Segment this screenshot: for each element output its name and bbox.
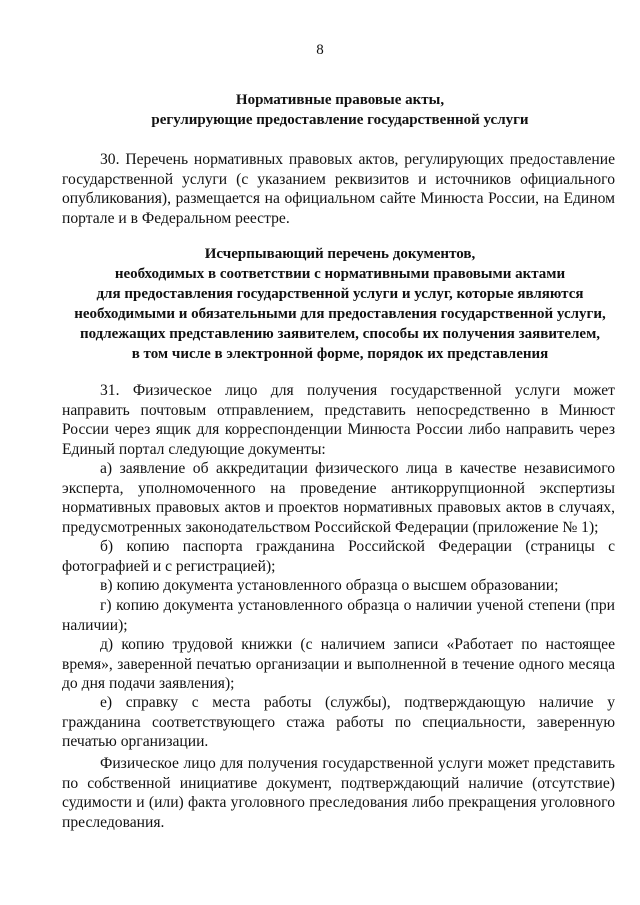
list-item-d: д) копию трудовой книжки (с наличием записи «Работает по настоящее время», заверенной печатью организации и выполненной в течение одного месяца до дня подачи заявления); [62, 636, 615, 693]
paragraph-criminal-record: Физическое лицо для получения государственной услуги может представить по собственной инициативе документ, подтверждающий наличие (отсутствие) судимости и (или) факта уголовного преследования либо прекращения уголовного преследования. [62, 755, 615, 831]
heading-line: регулирующие предоставление государственной услуги [151, 112, 529, 128]
heading-line: необходимыми и обязательными для предоставления государственной услуги, [74, 306, 606, 322]
heading-line: подлежащих представлению заявителем, способы их получения заявителем, [79, 326, 601, 342]
page-number: 8 [316, 42, 324, 58]
heading-line: в том числе в электронной форме, порядок их представления [131, 346, 549, 362]
paragraph-31: 31. Физическое лицо для получения государственной услуги может направить почтовым отправлением, представить непосредственно в Минюст России через ящик для корреспонденции Минюста России либо направить через Единый портал следующие документы: [62, 382, 615, 458]
list-item-e: е) справку с места работы (службы), подтверждающую наличие у гражданина соответствующего стажа работы по специальности, заверенную печатью организации. [62, 694, 615, 751]
list-item-v: в) копию документа установленного образца о высшем образовании; [100, 577, 559, 594]
list-item-g: г) копию документа установленного образца о наличии ученой степени (при наличии); [62, 597, 615, 634]
list-item-a: а) заявление об аккредитации физического лица в качестве независимого эксперта, уполномоченного на проведение антикоррупционной экспертизы нормативных правовых актов и проектов нормативных правовых актов в случаях, предусмотренных законодательством Российской Федерации (приложение № 1); [62, 460, 615, 536]
heading-line: для предоставления государственной услуги и услуг, которые являются [96, 286, 584, 302]
heading-line: необходимых в соответствии с нормативными правовыми актами [114, 266, 566, 282]
paragraph-30: 30. Перечень нормативных правовых актов, регулирующих предоставление государственной услуги (с указанием реквизитов и источников официального опубликования), размещается на официальном сайте Минюста России, на Едином портале и в Федеральном реестре. [62, 151, 615, 227]
heading-line: Нормативные правовые акты, [235, 92, 445, 108]
list-item-b: б) копию паспорта гражданина Российской Федерации (страницы с фотографией и с регистрацией); [62, 538, 615, 575]
section-heading-normative-acts [60, 90, 620, 130]
heading-line: Исчерпывающий перечень документов, [204, 246, 476, 262]
section-heading-documents-list [60, 244, 620, 364]
